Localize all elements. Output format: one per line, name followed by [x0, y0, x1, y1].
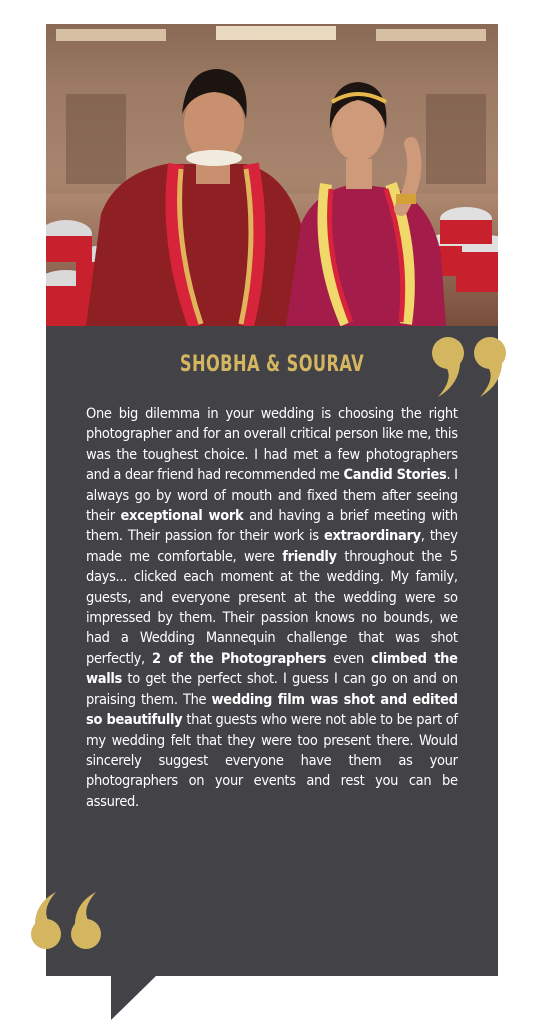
highlighted-text: friendly — [282, 548, 337, 565]
speech-bubble-tail — [111, 975, 157, 1020]
text-segment: that guests who were not able to be part of my wedding felt that they were too present there. Would sincerely suggest everyone have them as your photographers on your events and rest you can be assured. — [86, 712, 458, 810]
text-segment: , they made me comfortable, were — [86, 528, 458, 565]
highlighted-text: 2 of the Photographers — [152, 650, 327, 667]
opening-quote-icon — [28, 890, 106, 952]
highlighted-text: Candid Stories — [343, 467, 447, 484]
highlighted-text: climbed the walls — [86, 650, 458, 688]
text-segment: and having a brief meeting with them. Their passion for their work is — [86, 508, 458, 545]
couple-photo — [46, 24, 498, 326]
text-segment: to get the perfect shot. I guess I can go on and on praising them. The — [86, 671, 458, 708]
highlighted-text: wedding film was shot and edited so beautifully — [86, 691, 458, 729]
highlighted-text: extraordinary — [323, 528, 421, 545]
text-segment: throughout the 5 days... clicked each moment at the wedding. My family, guests, and everyone present at the wedding were so impressed by them. Their passion knows no bounds, we had a Wedding Mannequin challenge that was shot perfectly, — [86, 548, 458, 667]
testimonial-text — [86, 404, 458, 812]
highlighted-text: exceptional work — [120, 508, 244, 525]
text-segment: One big dilemma in your wedding is choosing the right photographer and for an overall critical person like me, this was the toughest choice. I had met a few photographers and a dear friend had recommended me — [86, 406, 458, 484]
text-segment: even — [326, 650, 372, 667]
customer-name: SHOBHA & SOURAV — [179, 352, 365, 377]
text-segment: . I always go by word of mouth and fixed them after seeing their — [86, 467, 458, 525]
